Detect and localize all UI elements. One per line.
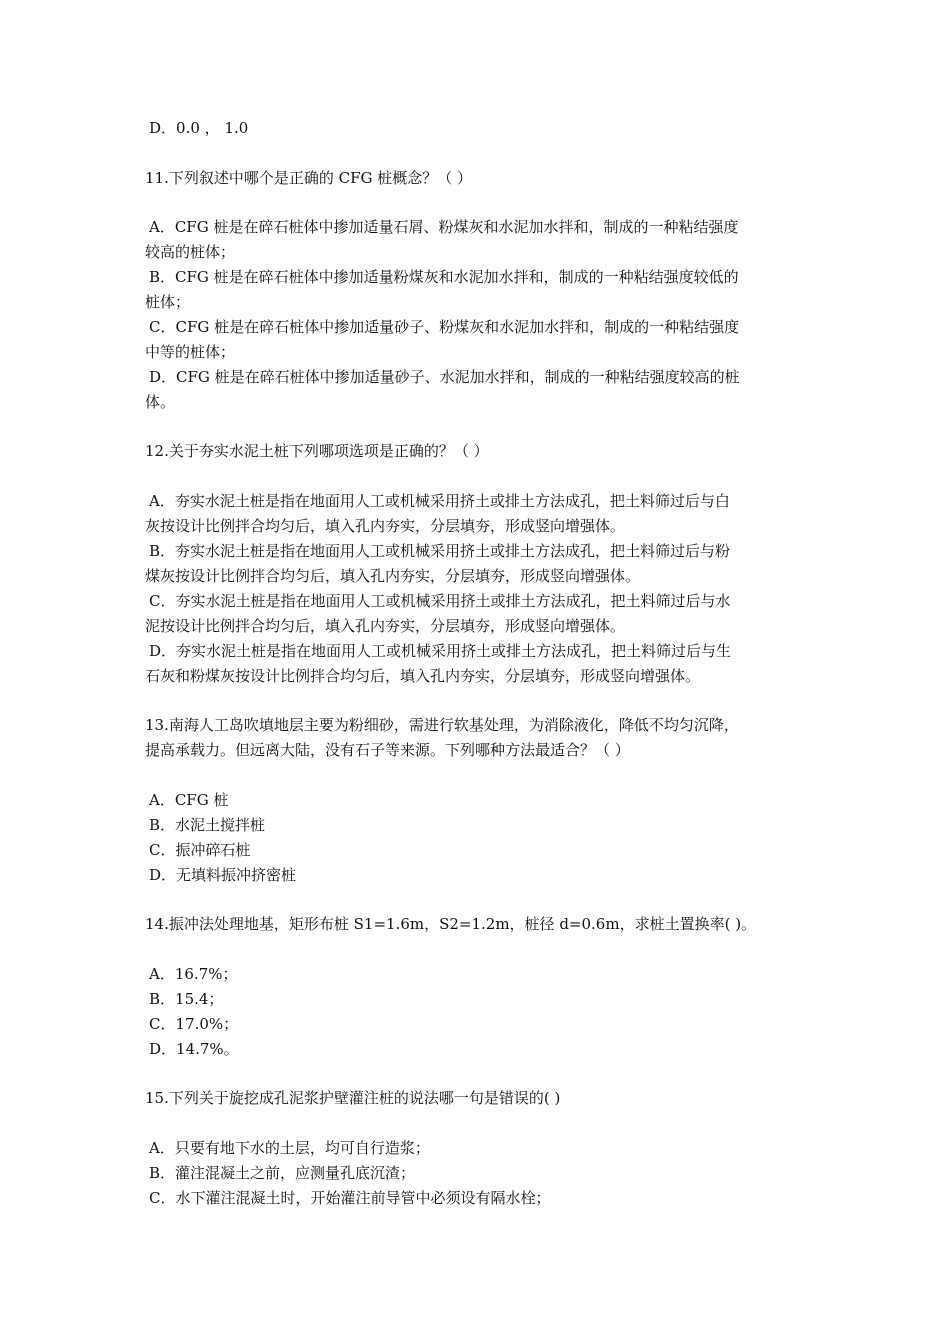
q11-option-a: A．CFG 桩是在碎石桩体中掺加适量石屑、粉煤灰和水泥加水拌和，制成的一种粘结强度 xyxy=(149,218,739,236)
option-d-prev: D．0.0 ， 1.0 xyxy=(149,119,249,137)
question-13-cont: 提高承载力。但远离大陆，没有石子等来源。下列哪种方法最适合？（ ） xyxy=(145,741,630,759)
q12-option-b: B．夯实水泥土桩是指在地面用人工或机械采用挤土或排土方法成孔，把土料筛过后与粉 xyxy=(149,542,731,560)
q12-option-d-cont: 石灰和粉煤灰按设计比例拌合均匀后，填入孔内夯实，分层填夯，形成竖向增强体。 xyxy=(145,667,701,685)
q11-option-d-cont: 体。 xyxy=(145,393,176,411)
q12-option-c-cont: 泥按设计比例拌合均匀后，填入孔内夯实，分层填夯，形成竖向增强体。 xyxy=(145,617,626,635)
question-12: 12.关于夯实水泥土桩下列哪项选项是正确的？（ ） xyxy=(145,442,489,460)
question-11: 11.下列叙述中哪个是正确的 CFG 桩概念？（ ） xyxy=(145,169,473,187)
q15-option-a: A．只要有地下水的土层，均可自行造浆； xyxy=(149,1139,430,1157)
q12-option-a: A．夯实水泥土桩是指在地面用人工或机械采用挤土或排土方法成孔，把土料筛过后与白 xyxy=(149,492,730,510)
q14-option-a: A．16.7%； xyxy=(149,965,238,983)
q15-option-b: B．灌注混凝土之前，应测量孔底沉渣； xyxy=(149,1164,416,1182)
q11-option-b-cont: 桩体； xyxy=(145,293,191,311)
question-13: 13.南海人工岛吹填地层主要为粉细砂，需进行软基处理，为消除液化，降低不均匀沉降， xyxy=(145,716,739,734)
q14-option-d: D．14.7%。 xyxy=(149,1040,239,1058)
q12-option-d: D．夯实水泥土桩是指在地面用人工或机械采用挤土或排土方法成孔，把土料筛过后与生 xyxy=(149,642,732,660)
q13-option-d: D．无填料振冲挤密桩 xyxy=(149,866,297,884)
q12-option-b-cont: 煤灰按设计比例拌合均匀后，填入孔内夯实，分层填夯，形成竖向增强体。 xyxy=(145,567,641,585)
q11-option-d: D．CFG 桩是在碎石桩体中掺加适量砂子、水泥加水拌和，制成的一种粘结强度较高的桩 xyxy=(149,368,740,386)
q13-option-a: A．CFG 桩 xyxy=(149,791,229,809)
q13-option-b: B．水泥土搅拌桩 xyxy=(149,816,266,834)
q12-option-a-cont: 灰按设计比例拌合均匀后，填入孔内夯实，分层填夯，形成竖向增强体。 xyxy=(145,517,626,535)
question-14: 14.振冲法处理地基，矩形布桩 S1=1.6m，S2=1.2m，桩径 d=0.6m，求桩土置换率( )。 xyxy=(145,915,757,933)
q12-option-c: C．夯实水泥土桩是指在地面用人工或机械采用挤土或排土方法成孔，把土料筛过后与水 xyxy=(149,592,731,610)
q14-option-c: C．17.0%； xyxy=(149,1015,239,1033)
q11-option-c-cont: 中等的桩体； xyxy=(145,343,236,361)
question-15: 15.下列关于旋挖成孔泥浆护壁灌注桩的说法哪一句是错误的( ) xyxy=(145,1089,561,1107)
q11-option-a-cont: 较高的桩体； xyxy=(145,243,236,261)
q15-option-c: C．水下灌注混凝土时，开始灌注前导管中必须设有隔水栓； xyxy=(149,1189,551,1207)
q13-option-c: C．振冲碎石桩 xyxy=(149,841,251,859)
q11-option-c: C．CFG 桩是在碎石桩体中掺加适量砂子、粉煤灰和水泥加水拌和，制成的一种粘结强度 xyxy=(149,318,740,336)
q11-option-b: B．CFG 桩是在碎石桩体中掺加适量粉煤灰和水泥加水拌和，制成的一种粘结强度较低的 xyxy=(149,268,739,286)
q14-option-b: B．15.4； xyxy=(149,990,224,1008)
